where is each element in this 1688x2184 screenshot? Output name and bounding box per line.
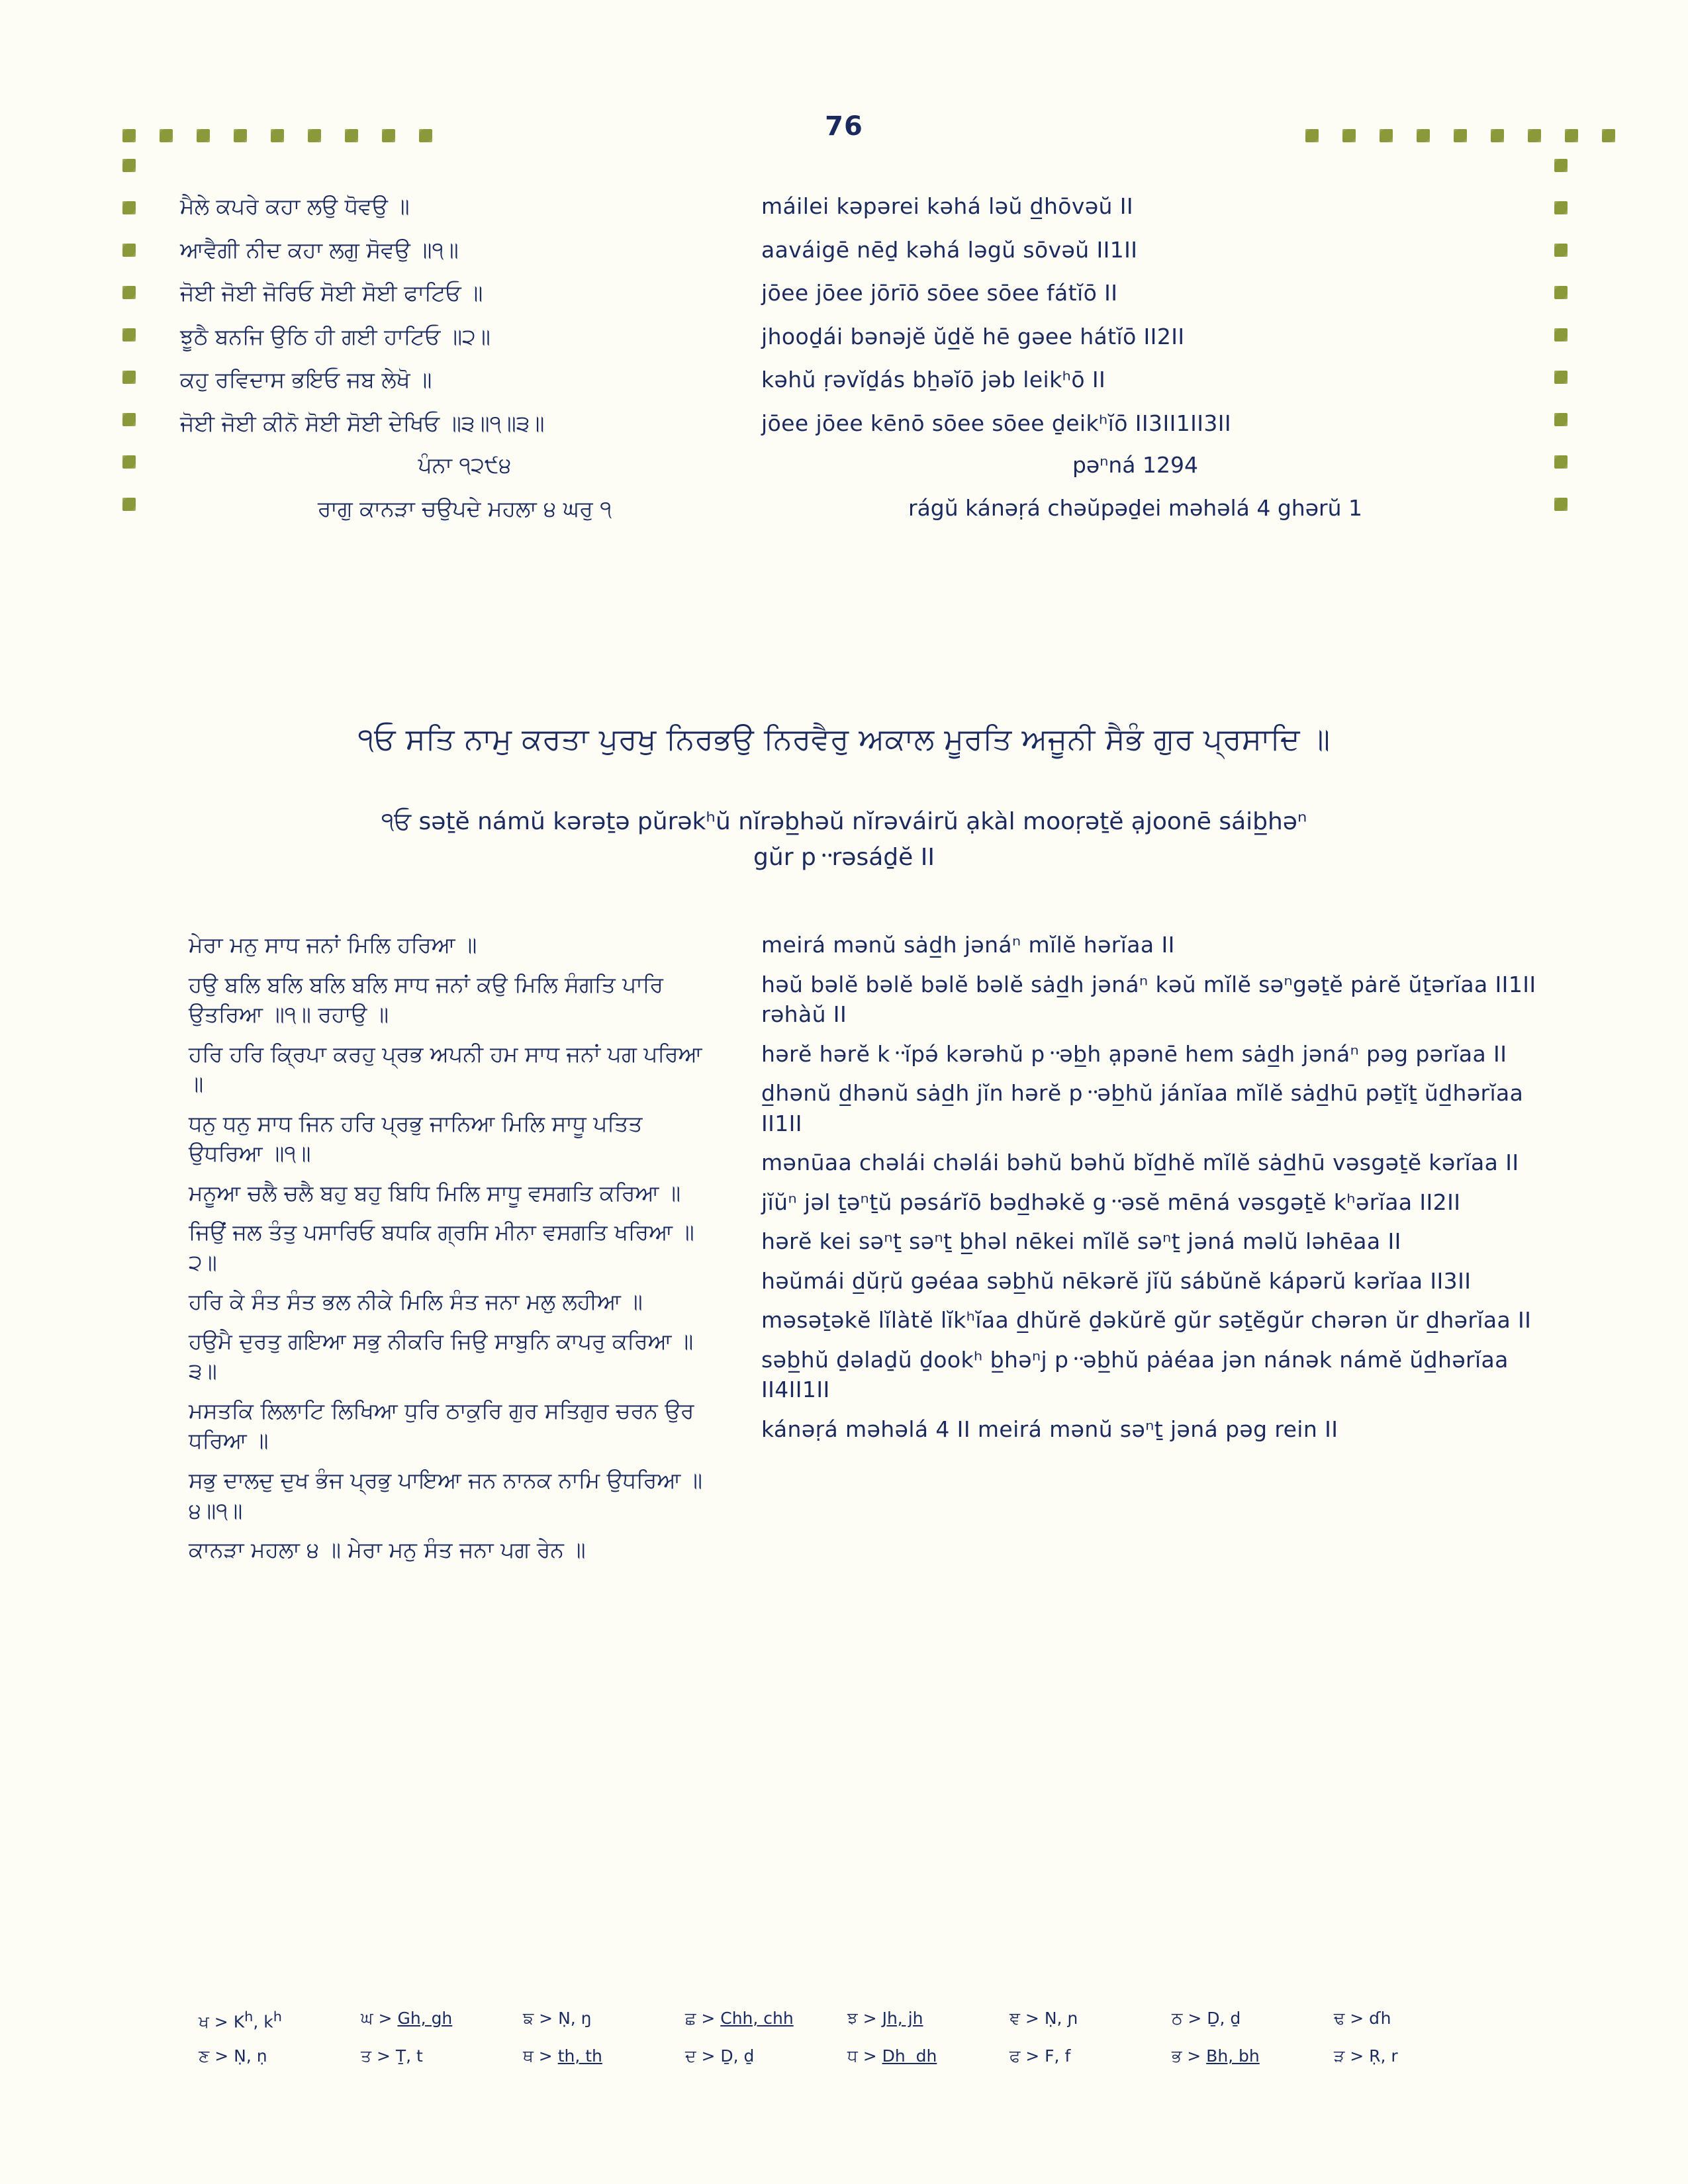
flower-icon xyxy=(1305,129,1319,142)
flower-icon xyxy=(345,129,358,142)
ornament-row-top-right xyxy=(1305,129,1615,142)
flower-icon xyxy=(122,129,136,142)
legend-row xyxy=(199,2009,1496,2032)
flower-icon xyxy=(1554,244,1568,257)
mool-mantar-roman-line1: ੧ਓ səṯĕ námŭ kərəṯə pŭrəkʰŭ nĭrəb̲həŭ nĭrəváirŭ ạkàl mooṛəṯĕ ạjoonē sáib̲həⁿ xyxy=(381,808,1307,835)
gurmukhi-line: ਕਾਨੜਾ ਮਹਲਾ ੪ ॥ ਮੇਰਾ ਮਨੁ ਸੰਤ ਜਨਾ ਪਗ ਰੇਨ ॥ xyxy=(189,1537,586,1563)
legend-cell: ਫ > F, f xyxy=(1009,2046,1071,2066)
gurmukhi-line: ਜੋਈ ਜੋਈ ਜੋਰਿਓ ਸੋਈ ਸੋਈ ਫਾਟਿਓ ॥ xyxy=(180,280,483,306)
flower-icon xyxy=(122,371,136,384)
roman-line: mənūaa chəlái chəlái bəhŭ bəhŭ bĭd̲hĕ mĭlĕ sȧd̲hū vəsgəṯĕ kərĭaa II xyxy=(761,1150,1519,1176)
flower-icon xyxy=(1554,159,1568,172)
legend-cell: ਭ > Bh, bh xyxy=(1172,2046,1260,2066)
gurmukhi-line: ਮੈਲੇ ਕਪਰੇ ਕਹਾ ਲਉ ਧੋਵਉ ॥ xyxy=(180,193,410,219)
raag-heading-gurmukhi: ਰਾਗੁ ਕਾਨੜਾ ਚਉਪਦੇ ਮਹਲਾ ੪ ਘਰੁ ੧ xyxy=(317,496,612,522)
flower-icon xyxy=(1417,129,1430,142)
flower-icon xyxy=(419,129,432,142)
gurmukhi-line: ਧਨੁ ਧਨੁ ਸਾਧ ਜਿਨ ਹਰਿ ਪ੍ਰਭੁ ਜਾਨਿਆ ਮਿਲਿ ਸਾਧੂ ਪਤਿਤ ਉਧਰਿਆ ॥੧॥ xyxy=(189,1110,643,1167)
ornament-column-right xyxy=(1554,159,1568,511)
roman-line: kəhŭ ṛəvĭḏás bẖəĭō jəb leikʰō II xyxy=(761,367,1106,393)
legend-cell: ਥ > th, th xyxy=(523,2046,602,2066)
flower-icon xyxy=(1554,201,1568,214)
gurmukhi-line: ਹਉ ਬਲਿ ਬਲਿ ਬਲਿ ਬਲਿ ਸਾਧ ਜਨਾਂ ਕਉ ਮਿਲਿ ਸੰਗਤਿ ਪਾਰਿ ਉਤਰਿਆ ॥੧॥ ਰਹਾਉ ॥ xyxy=(189,971,663,1028)
gurmukhi-line: ਜੋਈ ਜੋਈ ਕੀਨੋ ਸੋਈ ਸੋਈ ਦੇਖਿਓ ॥੩॥੧॥੩॥ xyxy=(180,410,545,436)
roman-line: aaváigē nēḏ kəhá ləgŭ sōvəŭ II1II xyxy=(761,236,1138,263)
flower-icon xyxy=(1554,498,1568,511)
flower-icon xyxy=(122,498,136,511)
flower-icon xyxy=(271,129,284,142)
gurmukhi-line: ਕਹੁ ਰਵਿਦਾਸ ਭਇਓ ਜਬ ਲੇਖੋ ॥ xyxy=(180,367,432,393)
flower-icon xyxy=(122,244,136,257)
flower-icon xyxy=(308,129,321,142)
page-number: 76 xyxy=(825,111,863,142)
flower-icon xyxy=(122,286,136,299)
flower-icon xyxy=(1554,413,1568,426)
raag-heading-roman: rágŭ kánəṛá chəŭpəḏei məhəlá 4 ghərŭ 1 xyxy=(908,495,1362,522)
legend-cell: ਢ > ɗh xyxy=(1334,2009,1391,2028)
gurmukhi-line: ਹਰਿ ਕੇ ਸੰਤ ਸੰਤ ਭਲ ਨੀਕੇ ਮਿਲਿ ਸੰਤ ਜਨਾ ਮਲੁ ਲਹੀਆ ॥ xyxy=(189,1289,643,1315)
legend-cell: ਛ > Chh, chh xyxy=(685,2009,794,2028)
mool-mantar-gurmukhi: ੧ਓ ਸਤਿ ਨਾਮੁ ਕਰਤਾ ਪੁਰਖੁ ਨਿਰਭਉ ਨਿਰਵੈਰੁ ਅਕਾਲ ਮੂਰਤਿ ਅਜੂਨੀ ਸੈਭੰ ਗੁਰ ਪ੍ਰਸਾਦਿ ॥ xyxy=(357,721,1331,756)
roman-line: həŭ bəlĕ bəlĕ bəlĕ bəlĕ sȧd̲h jənáⁿ kəŭ mĭlĕ səⁿgəṯĕ pȧrĕ ŭṯərĭaa II1II rəhàŭ II xyxy=(761,971,1536,1028)
legend-row xyxy=(199,2046,1496,2066)
gurmukhi-line: ਮਨੂਆ ਚਲੈ ਚਲੈ ਬਹੁ ਬਹੁ ਬਿਧਿ ਮਿਲਿ ਸਾਧੂ ਵਸਗਤਿ ਕਰਿਆ ॥ xyxy=(189,1179,681,1206)
roman-line: jōee jōee jōrīō sōee sōee fátĭō II xyxy=(761,280,1118,306)
flower-icon xyxy=(234,129,247,142)
flower-icon xyxy=(1602,129,1615,142)
roman-line: máilei kəpərei kəhá ləŭ d̲hōvəŭ II xyxy=(761,193,1134,219)
flower-icon xyxy=(1342,129,1356,142)
legend-cell: ਖ > $K^h$, $k^h$ xyxy=(199,2009,282,2032)
gurmukhi-line: ਸਭੁ ਦਾਲਦੁ ਦੁਖ ਭੰਜ ਪ੍ਰਭੁ ਪਾਇਆ ਜਨ ਨਾਨਕ ਨਾਮਿ ਉਧਰਿਆ ॥੪॥੧॥ xyxy=(189,1467,703,1524)
flower-icon xyxy=(1565,129,1578,142)
flower-icon xyxy=(1380,129,1393,142)
legend-cell: ਘ > Gh, gh xyxy=(361,2009,453,2028)
flower-icon xyxy=(197,129,210,142)
legend-cell: ਞ > Ṇ, ɲ xyxy=(1009,2009,1078,2028)
gurmukhi-line: ਝੂਠੈ ਬਨਜਿ ਉਠਿ ਹੀ ਗਈ ਹਾਟਿਓ ॥੨॥ xyxy=(180,323,491,349)
gurmukhi-line: ਮੇਰਾ ਮਨੁ ਸਾਧ ਜਨਾਂ ਮਿਲਿ ਹਰਿਆ ॥ xyxy=(189,932,477,958)
flower-icon xyxy=(1454,129,1467,142)
mool-mantar-roman xyxy=(0,804,1688,876)
legend-cell: ਧ > Dh dh xyxy=(847,2046,937,2066)
roman-column-top xyxy=(761,192,1509,538)
legend-cell: ਤ > Ṯ, t xyxy=(361,2046,423,2066)
roman-line: səb̲hŭ ḏəlaḏŭ ḏookʰ b̲həⁿj p᠃əb̲hŭ pȧéaa jən nánək námĕ ŭd̲hərĭaa II4II1II xyxy=(761,1346,1509,1403)
roman-line: jĭŭⁿ jəl ṯəⁿṯŭ pəsárĭō bəd̲həkĕ g᠃əsĕ mēná vəsgəṯĕ kʰərĭaa II2II xyxy=(761,1189,1461,1215)
flower-icon xyxy=(122,201,136,214)
flower-icon xyxy=(1554,286,1568,299)
gurmukhi-line: ਹਉਮੈ ਦੁਰਤੁ ਗਇਆ ਸਭੁ ਨੀਕਰਿ ਜਿਉ ਸਾਬੁਨਿ ਕਾਪਰੁ ਕਰਿਆ ॥੩॥ xyxy=(189,1328,694,1385)
mool-mantar-roman-line2: gŭr p᠃rəsáḏĕ II xyxy=(753,844,935,871)
ornament-row-top-left xyxy=(122,129,432,142)
page-reference-roman: pəⁿná 1294 xyxy=(1072,452,1198,478)
flower-icon xyxy=(382,129,395,142)
flower-icon xyxy=(122,413,136,426)
gurmukhi-line: ਜਿਉਂ ਜਲ ਤੰਤੁ ਪਸਾਰਿਓ ਬਧਕਿ ਗ੍ਰਸਿ ਮੀਨਾ ਵਸਗਤਿ ਖਰਿਆ ॥੨॥ xyxy=(189,1219,694,1275)
gurmukhi-line: ਮਸਤਕਿ ਲਿਲਾਟਿ ਲਿਖਿਆ ਧੁਰਿ ਠਾਕੁਰਿ ਗੁਰ ਸਤਿਗੁਰ ਚਰਨ ਉਰ ਧਰਿਆ ॥ xyxy=(189,1397,694,1454)
roman-line: meirá mənŭ sȧd̲h jənáⁿ mĭlĕ hərĭaa II xyxy=(761,932,1175,958)
roman-line: jhooḏái bənəjĕ ŭd̲ĕ hē gəee hátĭō II2II xyxy=(761,323,1185,349)
flower-icon xyxy=(122,328,136,341)
roman-line: hərĕ hərĕ k᠃ĭpə́ kərəhŭ p᠃əb̲h ạpənē hem sȧd̲h jənáⁿ pəg pərĭaa II xyxy=(761,1040,1507,1067)
legend-cell: ਙ > Ṇ, ŋ xyxy=(523,2009,592,2028)
gurmukhi-column-bottom xyxy=(189,930,718,1574)
roman-line: jōee jōee kēnō sōee sōee ḏeikʰĭō II3II1II3II xyxy=(761,410,1232,436)
gurmukhi-line: ਆਵੈਗੀ ਨੀਦ ਕਹਾ ਲਗੁ ਸੋਵਉ ॥੧॥ xyxy=(180,236,459,263)
flower-icon xyxy=(122,455,136,469)
roman-column-bottom xyxy=(761,930,1542,1453)
roman-line: kánəṛá məhəlá 4 II meirá mənŭ səⁿṯ jəná pəg rein II xyxy=(761,1416,1338,1442)
roman-line: d̲hənŭ d̲hənŭ sȧd̲h jĭn hərĕ p᠃əb̲hŭ jánĭaa mĭlĕ sȧd̲hū pəṯĭṯ ŭd̲hərĭaa II1II xyxy=(761,1080,1524,1136)
roman-line: hərĕ kei səⁿṯ səⁿṯ b̲həl nēkei mĭlĕ səⁿṯ jəná məlŭ ləhēaa II xyxy=(761,1228,1401,1255)
gurmukhi-column-top xyxy=(180,192,749,539)
transliteration-legend xyxy=(199,2009,1496,2081)
gurmukhi-line: ਹਰਿ ਹਰਿ ਕ੍ਰਿਪਾ ਕਰਹੁ ਪ੍ਰਭ ਅਪਨੀ ਹਮ ਸਾਧ ਜਨਾਂ ਪਗ ਪਰਿਆ ॥ xyxy=(189,1040,702,1097)
flower-icon xyxy=(1554,455,1568,469)
flower-icon xyxy=(160,129,173,142)
legend-cell: ਝ > Jh, jh xyxy=(847,2009,923,2028)
flower-icon xyxy=(122,159,136,172)
flower-icon xyxy=(1491,129,1504,142)
flower-icon xyxy=(1554,328,1568,341)
roman-line: məsəṯəkĕ lĭlàtĕ lĭkʰĭaa d̲hŭrĕ ḏəkŭrĕ gŭr səṯĕgŭr chərən ŭr d̲hərĭaa II xyxy=(761,1307,1532,1334)
page-reference-gurmukhi: ਪੰਨਾ ੧੨੯੪ xyxy=(418,452,512,478)
legend-cell: ਦ > Ḏ, ḏ xyxy=(685,2046,755,2066)
legend-cell: ਣ > Ṇ, ṇ xyxy=(199,2046,267,2066)
legend-cell: ੜ > Ṛ, r xyxy=(1334,2046,1398,2066)
flower-icon xyxy=(1528,129,1541,142)
flower-icon xyxy=(1554,371,1568,384)
ornament-column-left xyxy=(122,159,136,511)
legend-cell: ਠ > Ḏ, ḏ xyxy=(1172,2009,1241,2028)
roman-line: həŭmái d̲ŭṛŭ gəéaa səb̲hŭ nēkərĕ jĭŭ sábŭnĕ kápərŭ kərĭaa II3II xyxy=(761,1267,1472,1294)
